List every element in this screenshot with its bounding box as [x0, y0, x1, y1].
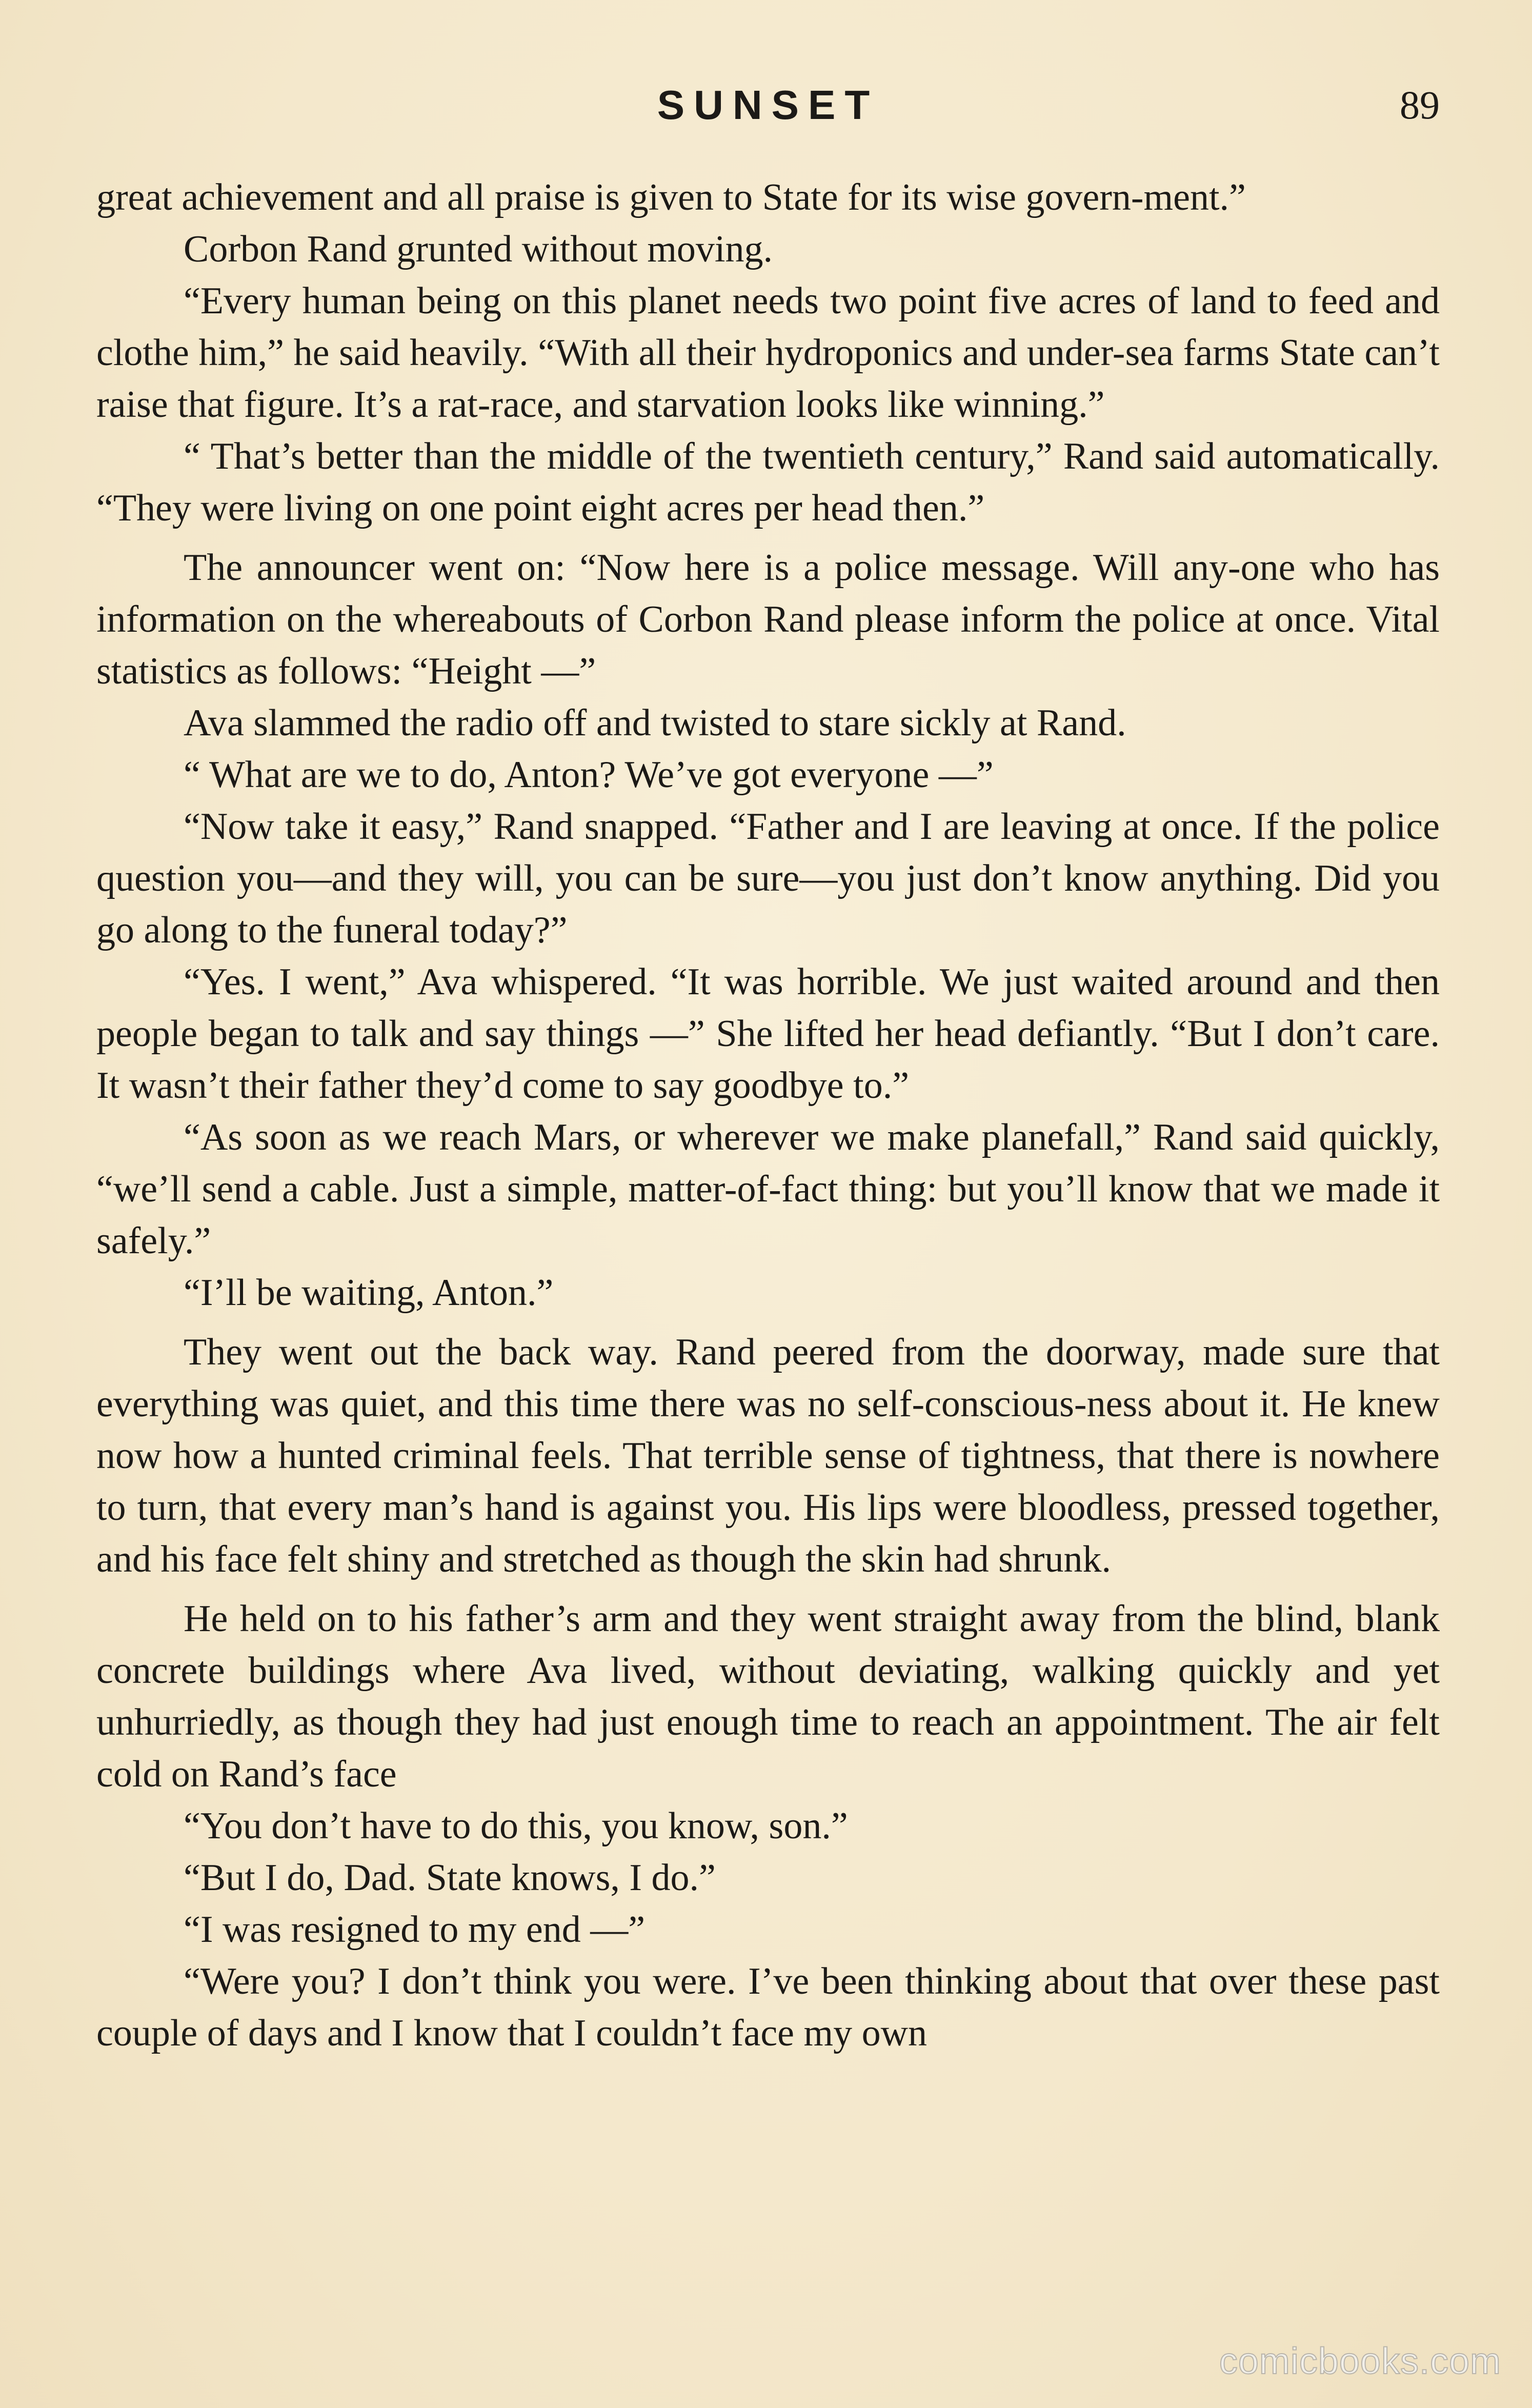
page-header: [96, 77, 1440, 133]
paragraph: great achievement and all praise is given to State for its wise govern-ment.”: [96, 176, 1246, 218]
paragraph: He held on to his father’s arm and they went straight away from the blind, blank concrete buildings where Ava lived, without deviating, walking quickly and yet unhurriedly, as though they had just enough time to reach an appointment. The air felt cold on Rand’s face: [96, 1598, 1440, 1795]
paragraph: “ That’s better than the middle of the twentieth century,” Rand said automatically. “They were living on one point eight acres per head then.”: [96, 435, 1440, 529]
paragraph: They went out the back way. Rand peered from the doorway, made sure that everything was quiet, and this time there was no self-conscious-ness about it. He knew now how a hunted criminal feels. That terrible sense of tightness, that there is nowhere to turn, that every man’s hand is against you. His lips were bloodless, pressed together, and his face felt shiny and stretched as though the skin had shrunk.: [96, 1331, 1440, 1580]
paragraph: “Now take it easy,” Rand snapped. “Father and I are leaving at once. If the police question you—and they will, you can be sure—you just don’t know anything. Did you go along to the funeral today?”: [96, 806, 1440, 951]
paragraph: “Every human being on this planet needs two point five acres of land to feed and clothe him,” he said heavily. “With all their hydroponics and under-sea farms State can’t raise that figure. It’s a rat-race, and starvation looks like winning.”: [96, 280, 1440, 426]
paragraph: “Yes. I went,” Ava whispered. “It was horrible. We just waited around and then people began to talk and say things —” She lifted her head defiantly. “But I don’t care. It wasn’t their father they’d come to say goodbye to.”: [96, 961, 1440, 1107]
page-number: 89: [1400, 83, 1440, 127]
paragraph: The announcer went on: “Now here is a police message. Will any-one who has information on the whereabouts of Corbon Rand please inform the police at once. Vital statistics as follows: “Height —”: [96, 547, 1440, 692]
watermark: comicbooks.com: [1219, 2341, 1501, 2382]
paragraph: “But I do, Dad. State knows, I do.”: [184, 1857, 716, 1899]
paragraph: “As soon as we reach Mars, or wherever we make planefall,” Rand said quickly, “we’ll send a cable. Just a simple, matter-of-fact thing: but you’ll know that we made it safely.”: [96, 1116, 1440, 1262]
paragraph: Corbon Rand grunted without moving.: [184, 228, 773, 270]
body-text: [96, 172, 1440, 2059]
running-title: SUNSET: [657, 82, 879, 128]
paragraph: “ What are we to do, Anton? We’ve got everyone —”: [184, 754, 994, 796]
paragraph: “Were you? I don’t think you were. I’ve been thinking about that over these past couple of days and I know that I couldn’t face my own: [96, 1960, 1440, 2054]
paragraph: “I was resigned to my end —”: [184, 1909, 646, 1951]
paragraph: “I’ll be waiting, Anton.”: [184, 1272, 554, 1314]
paragraph: “You don’t have to do this, you know, son.”: [184, 1805, 848, 1847]
paragraph: Ava slammed the radio off and twisted to stare sickly at Rand.: [184, 702, 1126, 744]
